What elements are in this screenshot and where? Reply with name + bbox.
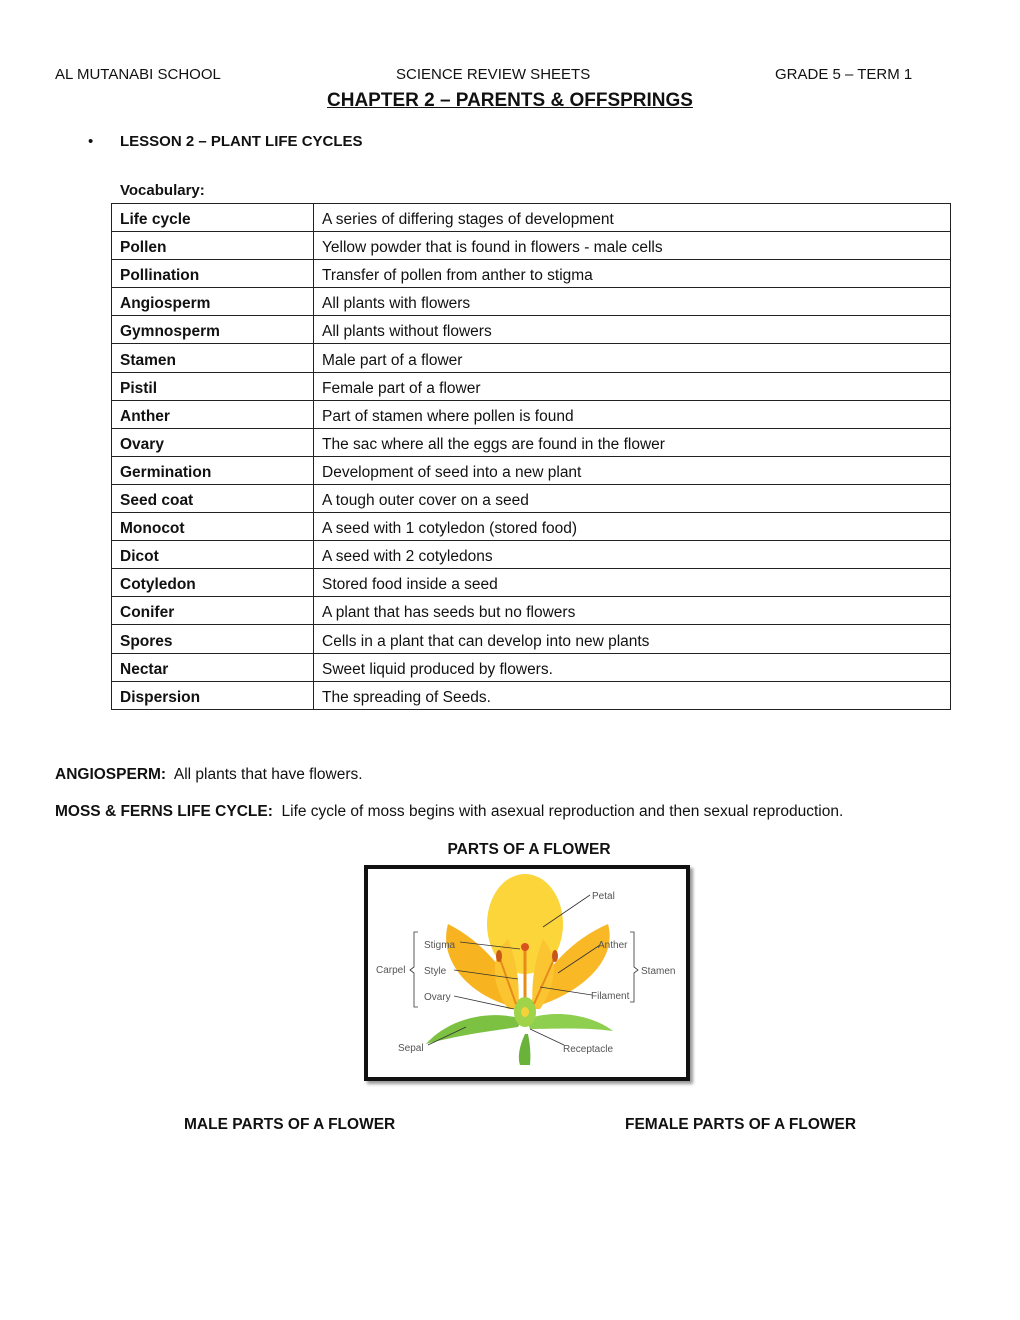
vocabulary-definition: Sweet liquid produced by flowers. (314, 653, 951, 681)
stigma-shape (521, 943, 529, 951)
vocabulary-term: Cotyledon (112, 569, 314, 597)
vocabulary-term: Conifer (112, 597, 314, 625)
vocabulary-term: Seed coat (112, 484, 314, 512)
vocabulary-table (111, 203, 951, 710)
right-sepal-shape (526, 1014, 613, 1031)
vocabulary-term: Dicot (112, 541, 314, 569)
label-carpel: Carpel (376, 965, 406, 976)
right-anther (552, 950, 558, 962)
label-sepal: Sepal (398, 1043, 424, 1054)
vocabulary-row (112, 597, 951, 625)
angiosperm-note-text: All plants that have flowers. (173, 766, 363, 783)
vocabulary-term: Anther (112, 400, 314, 428)
flower-diagram (364, 865, 690, 1081)
vocabulary-definition: The sac where all the eggs are found in the flower (314, 428, 951, 456)
vocabulary-definition: All plants with flowers (314, 288, 951, 316)
vocabulary-row (112, 204, 951, 232)
vocabulary-term: Ovary (112, 428, 314, 456)
vocabulary-row (112, 288, 951, 316)
vocabulary-row (112, 653, 951, 681)
vocabulary-term: Gymnosperm (112, 316, 314, 344)
vocabulary-term: Spores (112, 625, 314, 653)
female-parts-title: FEMALE PARTS OF A FLOWER (625, 1116, 857, 1133)
label-style: Style (424, 966, 447, 977)
label-filament: Filament (591, 991, 630, 1002)
figure-title: PARTS OF A FLOWER (447, 841, 611, 858)
label-petal: Petal (592, 891, 615, 902)
vocabulary-definition: Part of stamen where pollen is found (314, 400, 951, 428)
vocabulary-definition: A tough outer cover on a seed (314, 484, 951, 512)
vocabulary-term: Stamen (112, 344, 314, 372)
lesson-heading (88, 133, 363, 150)
vocabulary-definition: Male part of a flower (314, 344, 951, 372)
ovule-shape (521, 1007, 529, 1017)
vocabulary-term: Angiosperm (112, 288, 314, 316)
vocabulary-row (112, 456, 951, 484)
vocabulary-row (112, 541, 951, 569)
left-sepal-shape (426, 1015, 523, 1044)
vocabulary-term: Nectar (112, 653, 314, 681)
vocabulary-row (112, 400, 951, 428)
vocabulary-definition: Yellow powder that is found in flowers - male cells (314, 232, 951, 260)
vocabulary-definition: The spreading of Seeds. (314, 681, 951, 709)
vocabulary-definition: Cells in a plant that can develop into new plants (314, 625, 951, 653)
left-anther (496, 950, 502, 962)
label-anther: Anther (598, 940, 628, 951)
chapter-title: CHAPTER 2 – PARENTS & OFFSPRINGS (327, 90, 693, 111)
vocabulary-definition: Development of seed into a new plant (314, 456, 951, 484)
vocabulary-term: Pollination (112, 260, 314, 288)
angiosperm-note (55, 766, 363, 784)
vocabulary-definition: A plant that has seeds but no flowers (314, 597, 951, 625)
label-ovary: Ovary (424, 992, 451, 1003)
male-parts-title: MALE PARTS OF A FLOWER (184, 1116, 396, 1133)
vocabulary-definition: All plants without flowers (314, 316, 951, 344)
label-stigma: Stigma (424, 940, 456, 951)
vocabulary-row (112, 428, 951, 456)
flower-illustration (368, 869, 686, 1077)
vocabulary-row (112, 513, 951, 541)
vocabulary-label: Vocabulary: (120, 182, 205, 199)
vocabulary-row (112, 372, 951, 400)
header-subject: SCIENCE REVIEW SHEETS (396, 66, 591, 83)
vocabulary-term: Life cycle (112, 204, 314, 232)
vocabulary-term: Pistil (112, 372, 314, 400)
vocabulary-definition: Female part of a flower (314, 372, 951, 400)
moss-ferns-note (55, 803, 843, 821)
bullet: • (88, 133, 94, 150)
stem-shape (519, 1034, 531, 1065)
vocabulary-row (112, 569, 951, 597)
vocabulary-term: Monocot (112, 513, 314, 541)
vocabulary-row (112, 260, 951, 288)
vocabulary-definition: A series of differing stages of development (314, 204, 951, 232)
header-grade: GRADE 5 – TERM 1 (775, 66, 913, 83)
header-school: AL MUTANABI SCHOOL (55, 66, 221, 83)
vocabulary-definition: Transfer of pollen from anther to stigma (314, 260, 951, 288)
lesson-title: LESSON 2 – PLANT LIFE CYCLES (120, 133, 363, 150)
vocabulary-row (112, 232, 951, 260)
vocabulary-definition: A seed with 1 cotyledon (stored food) (314, 513, 951, 541)
vocabulary-definition: A seed with 2 cotyledons (314, 541, 951, 569)
vocabulary-row (112, 316, 951, 344)
vocabulary-row (112, 484, 951, 512)
vocabulary-row (112, 625, 951, 653)
moss-ferns-note-text: Life cycle of moss begins with asexual reproduction and then sexual reproduction. (281, 803, 844, 820)
label-receptacle: Receptacle (563, 1044, 614, 1055)
vocabulary-term: Pollen (112, 232, 314, 260)
vocabulary-row (112, 344, 951, 372)
angiosperm-note-label: ANGIOSPERM: (55, 766, 167, 783)
vocabulary-term: Dispersion (112, 681, 314, 709)
vocabulary-term: Germination (112, 456, 314, 484)
vocabulary-definition: Stored food inside a seed (314, 569, 951, 597)
label-stamen: Stamen (641, 966, 676, 977)
moss-ferns-note-label: MOSS & FERNS LIFE CYCLE: (55, 803, 273, 820)
vocabulary-row (112, 681, 951, 709)
